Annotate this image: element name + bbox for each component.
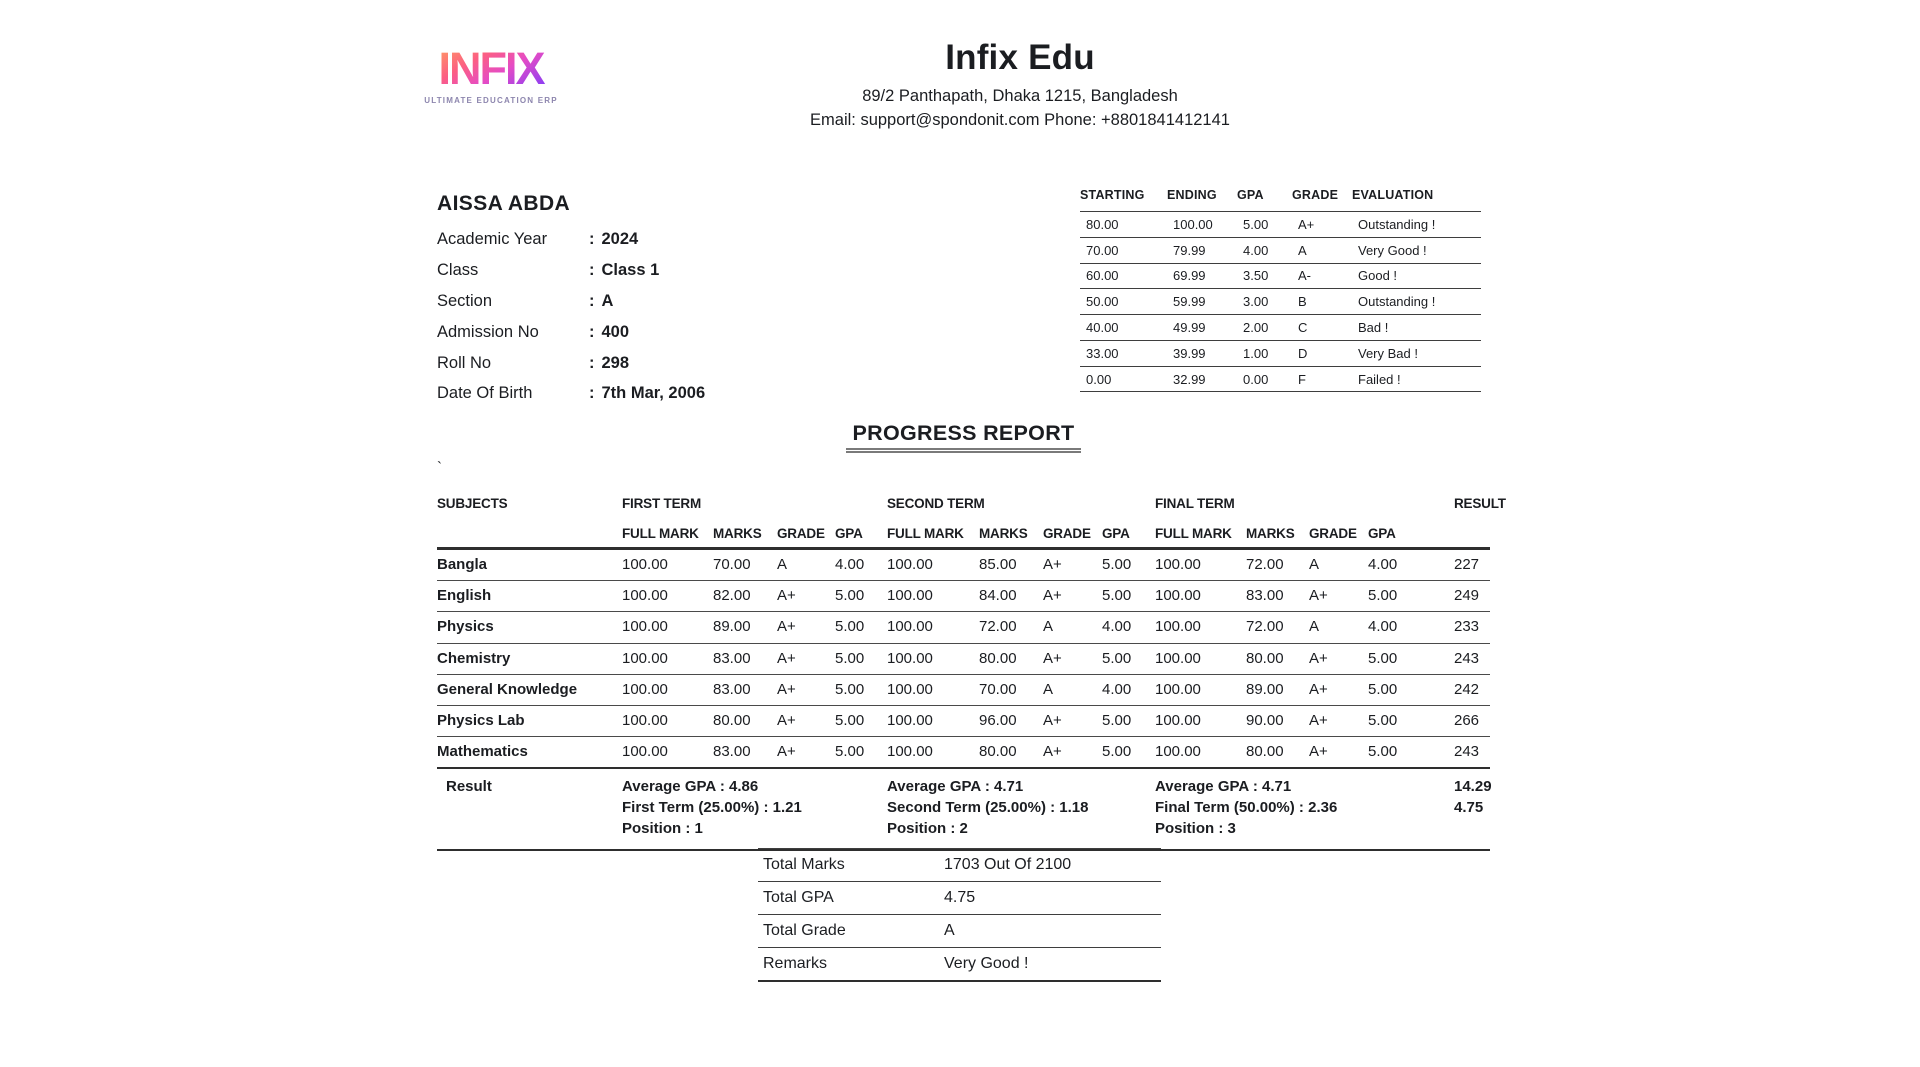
final-term-average-gpa: Average GPA : 4.71: [1155, 778, 1292, 796]
table-cell: 5.00: [1368, 706, 1454, 737]
field-colon: :: [589, 291, 595, 310]
table-cell: 100.00: [887, 674, 979, 705]
field-colon: :: [589, 384, 595, 403]
table-cell: Total Marks: [758, 849, 939, 882]
table-cell: 0.00: [1080, 366, 1167, 392]
logo-tagline: ULTIMATE EDUCATION ERP: [424, 96, 558, 105]
field-label: Academic Year: [437, 229, 548, 248]
field-value: 298: [601, 353, 630, 372]
table-cell: A+: [777, 737, 835, 769]
table-cell: A: [1309, 612, 1368, 643]
table-cell: 3.00: [1237, 289, 1292, 315]
table-cell: 70.00: [713, 549, 777, 581]
table-cell: A+: [777, 581, 835, 612]
table-cell: 100.00: [1155, 549, 1246, 581]
table-cell: 5.00: [1102, 549, 1155, 581]
table-cell: 72.00: [1246, 549, 1309, 581]
table-cell: A: [1043, 612, 1102, 643]
table-cell: 4.00: [1368, 549, 1454, 581]
table-cell: English: [437, 581, 622, 612]
column-header-ending: ENDING: [1167, 188, 1217, 202]
column-header-grade: GRADE: [1292, 188, 1339, 202]
table-cell: 100.00: [1155, 674, 1246, 705]
table-cell: 5.00: [1368, 737, 1454, 769]
table-cell: 0.00: [1237, 366, 1292, 392]
infix-logo-wordmark: INFIX: [424, 46, 558, 91]
progress-report-table: [437, 490, 1506, 851]
school-logo: [424, 43, 558, 105]
first-term-average-gpa: Average GPA : 4.86: [622, 778, 759, 796]
column-header-marks: MARKS: [979, 511, 1043, 549]
final-term-position: Position : 3: [1155, 820, 1236, 838]
table-cell: 70.00: [979, 674, 1043, 705]
field-value: A: [601, 291, 614, 310]
field-colon: :: [589, 260, 595, 279]
table-cell: Outstanding !: [1352, 212, 1481, 238]
subcolumn-header-row: [437, 511, 1490, 549]
grade-scale-row: [1080, 340, 1481, 366]
table-cell: A+: [777, 674, 835, 705]
column-header-full-mark: FULL MARK: [622, 511, 713, 549]
table-cell: 82.00: [713, 581, 777, 612]
table-cell: 100.00: [1155, 612, 1246, 643]
table-cell: 49.99: [1167, 315, 1237, 341]
grade-scale-row: [1080, 289, 1481, 315]
table-cell: Failed !: [1352, 366, 1481, 392]
column-header-subjects: SUBJECTS: [437, 496, 508, 511]
table-cell: A+: [1309, 706, 1368, 737]
school-contact: Email: support@spondonit.com Phone: +8801841412141: [810, 111, 1230, 129]
report-title: PROGRESS REPORT: [846, 421, 1082, 453]
student-field-section: [437, 286, 777, 317]
table-cell: 80.00: [979, 643, 1043, 674]
table-cell: 90.00: [1246, 706, 1309, 737]
table-cell: 266: [1454, 706, 1490, 737]
table-cell: 5.00: [1102, 581, 1155, 612]
table-cell: Remarks: [758, 948, 939, 982]
column-header-gpa: GPA: [1237, 188, 1264, 202]
subject-row: [437, 581, 1490, 612]
table-cell: 33.00: [1080, 340, 1167, 366]
table-cell: 89.00: [1246, 674, 1309, 705]
table-cell: Bad !: [1352, 315, 1481, 341]
table-cell: 1.00: [1237, 340, 1292, 366]
stray-character: `: [437, 459, 442, 476]
student-field-class: [437, 255, 777, 286]
table-cell: 100.00: [887, 643, 979, 674]
table-cell: 60.00: [1080, 263, 1167, 289]
table-cell: 83.00: [713, 643, 777, 674]
table-cell: 5.00: [835, 581, 887, 612]
table-cell: 83.00: [713, 674, 777, 705]
table-cell: 5.00: [1368, 643, 1454, 674]
first-term-position: Position : 1: [622, 820, 703, 838]
subject-row: [437, 737, 1490, 769]
grade-scale-header-row: [1080, 188, 1481, 212]
table-cell: Physics: [437, 612, 622, 643]
table-cell: A+: [1043, 706, 1102, 737]
field-colon: :: [589, 229, 595, 248]
field-label: Admission No: [437, 322, 539, 341]
result-row-label: Result: [437, 768, 622, 850]
field-value: 2024: [601, 229, 639, 248]
school-header: [560, 38, 1480, 130]
table-cell: A: [1292, 237, 1352, 263]
column-header-full-mark: FULL MARK: [1155, 511, 1246, 549]
student-field-roll-no: [437, 348, 777, 379]
student-field-date-of-birth: [437, 378, 777, 409]
subject-row: [437, 612, 1490, 643]
table-cell: 100.00: [887, 737, 979, 769]
table-cell: A: [777, 549, 835, 581]
table-cell: Total GPA: [758, 882, 939, 915]
table-cell: 243: [1454, 643, 1490, 674]
table-cell: B: [1292, 289, 1352, 315]
school-name: Infix Edu: [945, 38, 1095, 77]
table-cell: 96.00: [979, 706, 1043, 737]
table-cell: 85.00: [979, 549, 1043, 581]
table-cell: 227: [1454, 549, 1490, 581]
table-cell: 40.00: [1080, 315, 1167, 341]
totals-table: [758, 848, 1161, 982]
first-term-weighted: First Term (25.00%) : 1.21: [622, 799, 802, 817]
table-cell: 233: [1454, 612, 1490, 643]
table-cell: 80.00: [1080, 212, 1167, 238]
table-cell: 5.00: [1368, 581, 1454, 612]
table-cell: D: [1292, 340, 1352, 366]
table-cell: 89.00: [713, 612, 777, 643]
table-cell: 5.00: [1368, 674, 1454, 705]
table-cell: A+: [1292, 212, 1352, 238]
field-colon: :: [589, 322, 595, 341]
school-address: 89/2 Panthapath, Dhaka 1215, Bangladesh: [862, 87, 1178, 105]
table-cell: 5.00: [1102, 737, 1155, 769]
table-cell: A+: [1043, 737, 1102, 769]
field-label: Roll No: [437, 353, 492, 372]
column-header-gpa: GPA: [1102, 511, 1155, 549]
result-summary-row: [437, 768, 1490, 850]
table-cell: 84.00: [979, 581, 1043, 612]
table-cell: A+: [1309, 737, 1368, 769]
table-cell: 72.00: [979, 612, 1043, 643]
student-field-admission-no: [437, 317, 777, 348]
group-header-second-term: SECOND TERM: [887, 496, 985, 511]
column-header-grade: GRADE: [777, 511, 835, 549]
grade-scale-table: [1080, 188, 1481, 392]
field-value: 7th Mar, 2006: [601, 384, 706, 403]
column-header-gpa: GPA: [1368, 511, 1454, 549]
table-cell: 4.00: [1102, 612, 1155, 643]
subject-row: [437, 643, 1490, 674]
group-header-final-term: FINAL TERM: [1155, 496, 1235, 511]
table-cell: 39.99: [1167, 340, 1237, 366]
subject-row: [437, 674, 1490, 705]
table-cell: Chemistry: [437, 643, 622, 674]
table-cell: 100.00: [1155, 643, 1246, 674]
table-cell: 5.00: [835, 706, 887, 737]
totals-row: [758, 915, 1161, 948]
table-cell: 100.00: [622, 612, 713, 643]
table-cell: A+: [1309, 643, 1368, 674]
overall-result-summary: [1454, 768, 1490, 850]
table-cell: 32.99: [1167, 366, 1237, 392]
table-cell: 69.99: [1167, 263, 1237, 289]
grade-scale-row: [1080, 366, 1481, 392]
table-cell: 5.00: [835, 612, 887, 643]
table-cell: Total Grade: [758, 915, 939, 948]
student-field-academic-year: [437, 224, 777, 255]
table-cell: A+: [777, 706, 835, 737]
second-term-weighted: Second Term (25.00%) : 1.18: [887, 799, 1089, 817]
field-label: Section: [437, 291, 493, 310]
final-term-summary: [1155, 768, 1454, 850]
table-cell: 5.00: [1102, 706, 1155, 737]
first-term-summary: [622, 768, 887, 850]
table-cell: 242: [1454, 674, 1490, 705]
table-cell: A+: [1309, 581, 1368, 612]
overall-total: 14.29: [1454, 778, 1492, 796]
table-cell: 100.00: [887, 581, 979, 612]
empty-header: [437, 511, 622, 549]
table-cell: 59.99: [1167, 289, 1237, 315]
table-cell: 100.00: [1167, 212, 1237, 238]
table-cell: 100.00: [622, 674, 713, 705]
column-header-marks: MARKS: [713, 511, 777, 549]
report-title-wrap: [437, 421, 1490, 453]
grade-scale-row: [1080, 212, 1481, 238]
table-cell: A+: [777, 643, 835, 674]
column-header-result: RESULT: [1454, 496, 1506, 511]
table-cell: 100.00: [1155, 737, 1246, 769]
table-cell: 80.00: [1246, 643, 1309, 674]
table-cell: 70.00: [1080, 237, 1167, 263]
second-term-average-gpa: Average GPA : 4.71: [887, 778, 1024, 796]
table-cell: Very Bad !: [1352, 340, 1481, 366]
table-cell: 100.00: [887, 612, 979, 643]
column-header-grade: GRADE: [1309, 511, 1368, 549]
column-header-gpa: GPA: [835, 511, 887, 549]
final-term-weighted: Final Term (50.00%) : 2.36: [1155, 799, 1338, 817]
table-cell: A: [1309, 549, 1368, 581]
subject-row: [437, 706, 1490, 737]
table-cell: 80.00: [713, 706, 777, 737]
group-header-first-term: FIRST TERM: [622, 496, 701, 511]
student-info: [437, 192, 777, 409]
table-cell: 5.00: [1102, 643, 1155, 674]
table-cell: 100.00: [887, 706, 979, 737]
table-cell: General Knowledge: [437, 674, 622, 705]
subject-row: [437, 549, 1490, 581]
table-cell: Very Good !: [1352, 237, 1481, 263]
column-header-marks: MARKS: [1246, 511, 1309, 549]
table-cell: C: [1292, 315, 1352, 341]
table-cell: 3.50: [1237, 263, 1292, 289]
table-cell: 83.00: [713, 737, 777, 769]
table-cell: 100.00: [622, 581, 713, 612]
table-cell: 83.00: [1246, 581, 1309, 612]
table-cell: 50.00: [1080, 289, 1167, 315]
field-colon: :: [589, 353, 595, 372]
table-cell: 100.00: [622, 643, 713, 674]
column-header-evaluation: EVALUATION: [1352, 188, 1434, 202]
column-header-starting: STARTING: [1080, 188, 1145, 202]
table-cell: 100.00: [1155, 581, 1246, 612]
field-value: Class 1: [601, 260, 660, 279]
term-header-row: [437, 490, 1490, 511]
student-name: AISSA ABDA: [437, 192, 571, 215]
table-cell: 4.00: [1102, 674, 1155, 705]
table-cell: 100.00: [622, 737, 713, 769]
column-header-full-mark: FULL MARK: [887, 511, 979, 549]
table-cell: Very Good !: [939, 948, 1161, 982]
field-label: Date Of Birth: [437, 384, 533, 403]
table-cell: F: [1292, 366, 1352, 392]
table-cell: 4.00: [835, 549, 887, 581]
table-cell: 80.00: [979, 737, 1043, 769]
column-header-grade: GRADE: [1043, 511, 1102, 549]
totals-row: [758, 849, 1161, 882]
grade-scale-row: [1080, 237, 1481, 263]
table-cell: 5.00: [835, 643, 887, 674]
table-cell: 243: [1454, 737, 1490, 769]
table-cell: 1703 Out Of 2100: [939, 849, 1161, 882]
table-cell: 4.00: [1368, 612, 1454, 643]
table-cell: 79.99: [1167, 237, 1237, 263]
table-cell: A+: [777, 612, 835, 643]
table-cell: 100.00: [887, 549, 979, 581]
table-cell: A-: [1292, 263, 1352, 289]
field-value: 400: [601, 322, 630, 341]
table-cell: 5.00: [835, 674, 887, 705]
table-cell: 80.00: [1246, 737, 1309, 769]
totals-row: [758, 882, 1161, 915]
table-cell: Outstanding !: [1352, 289, 1481, 315]
second-term-position: Position : 2: [887, 820, 968, 838]
table-cell: 100.00: [622, 549, 713, 581]
table-cell: A+: [1309, 674, 1368, 705]
table-cell: Bangla: [437, 549, 622, 581]
table-cell: 249: [1454, 581, 1490, 612]
overall-gpa: 4.75: [1454, 799, 1484, 817]
table-cell: 5.00: [1237, 212, 1292, 238]
table-cell: 100.00: [622, 706, 713, 737]
table-cell: 72.00: [1246, 612, 1309, 643]
grade-scale-row: [1080, 263, 1481, 289]
table-cell: A+: [1043, 643, 1102, 674]
table-cell: A+: [1043, 581, 1102, 612]
field-label: Class: [437, 260, 479, 279]
second-term-summary: [887, 768, 1155, 850]
table-cell: Physics Lab: [437, 706, 622, 737]
totals-row: [758, 948, 1161, 982]
table-cell: Mathematics: [437, 737, 622, 769]
grade-scale-row: [1080, 315, 1481, 341]
table-cell: 5.00: [835, 737, 887, 769]
table-cell: A: [1043, 674, 1102, 705]
table-cell: Good !: [1352, 263, 1481, 289]
table-cell: A+: [1043, 549, 1102, 581]
table-cell: 4.00: [1237, 237, 1292, 263]
table-cell: 100.00: [1155, 706, 1246, 737]
table-cell: 2.00: [1237, 315, 1292, 341]
table-cell: A: [939, 915, 1161, 948]
empty-header: [1454, 511, 1490, 549]
table-cell: 4.75: [939, 882, 1161, 915]
